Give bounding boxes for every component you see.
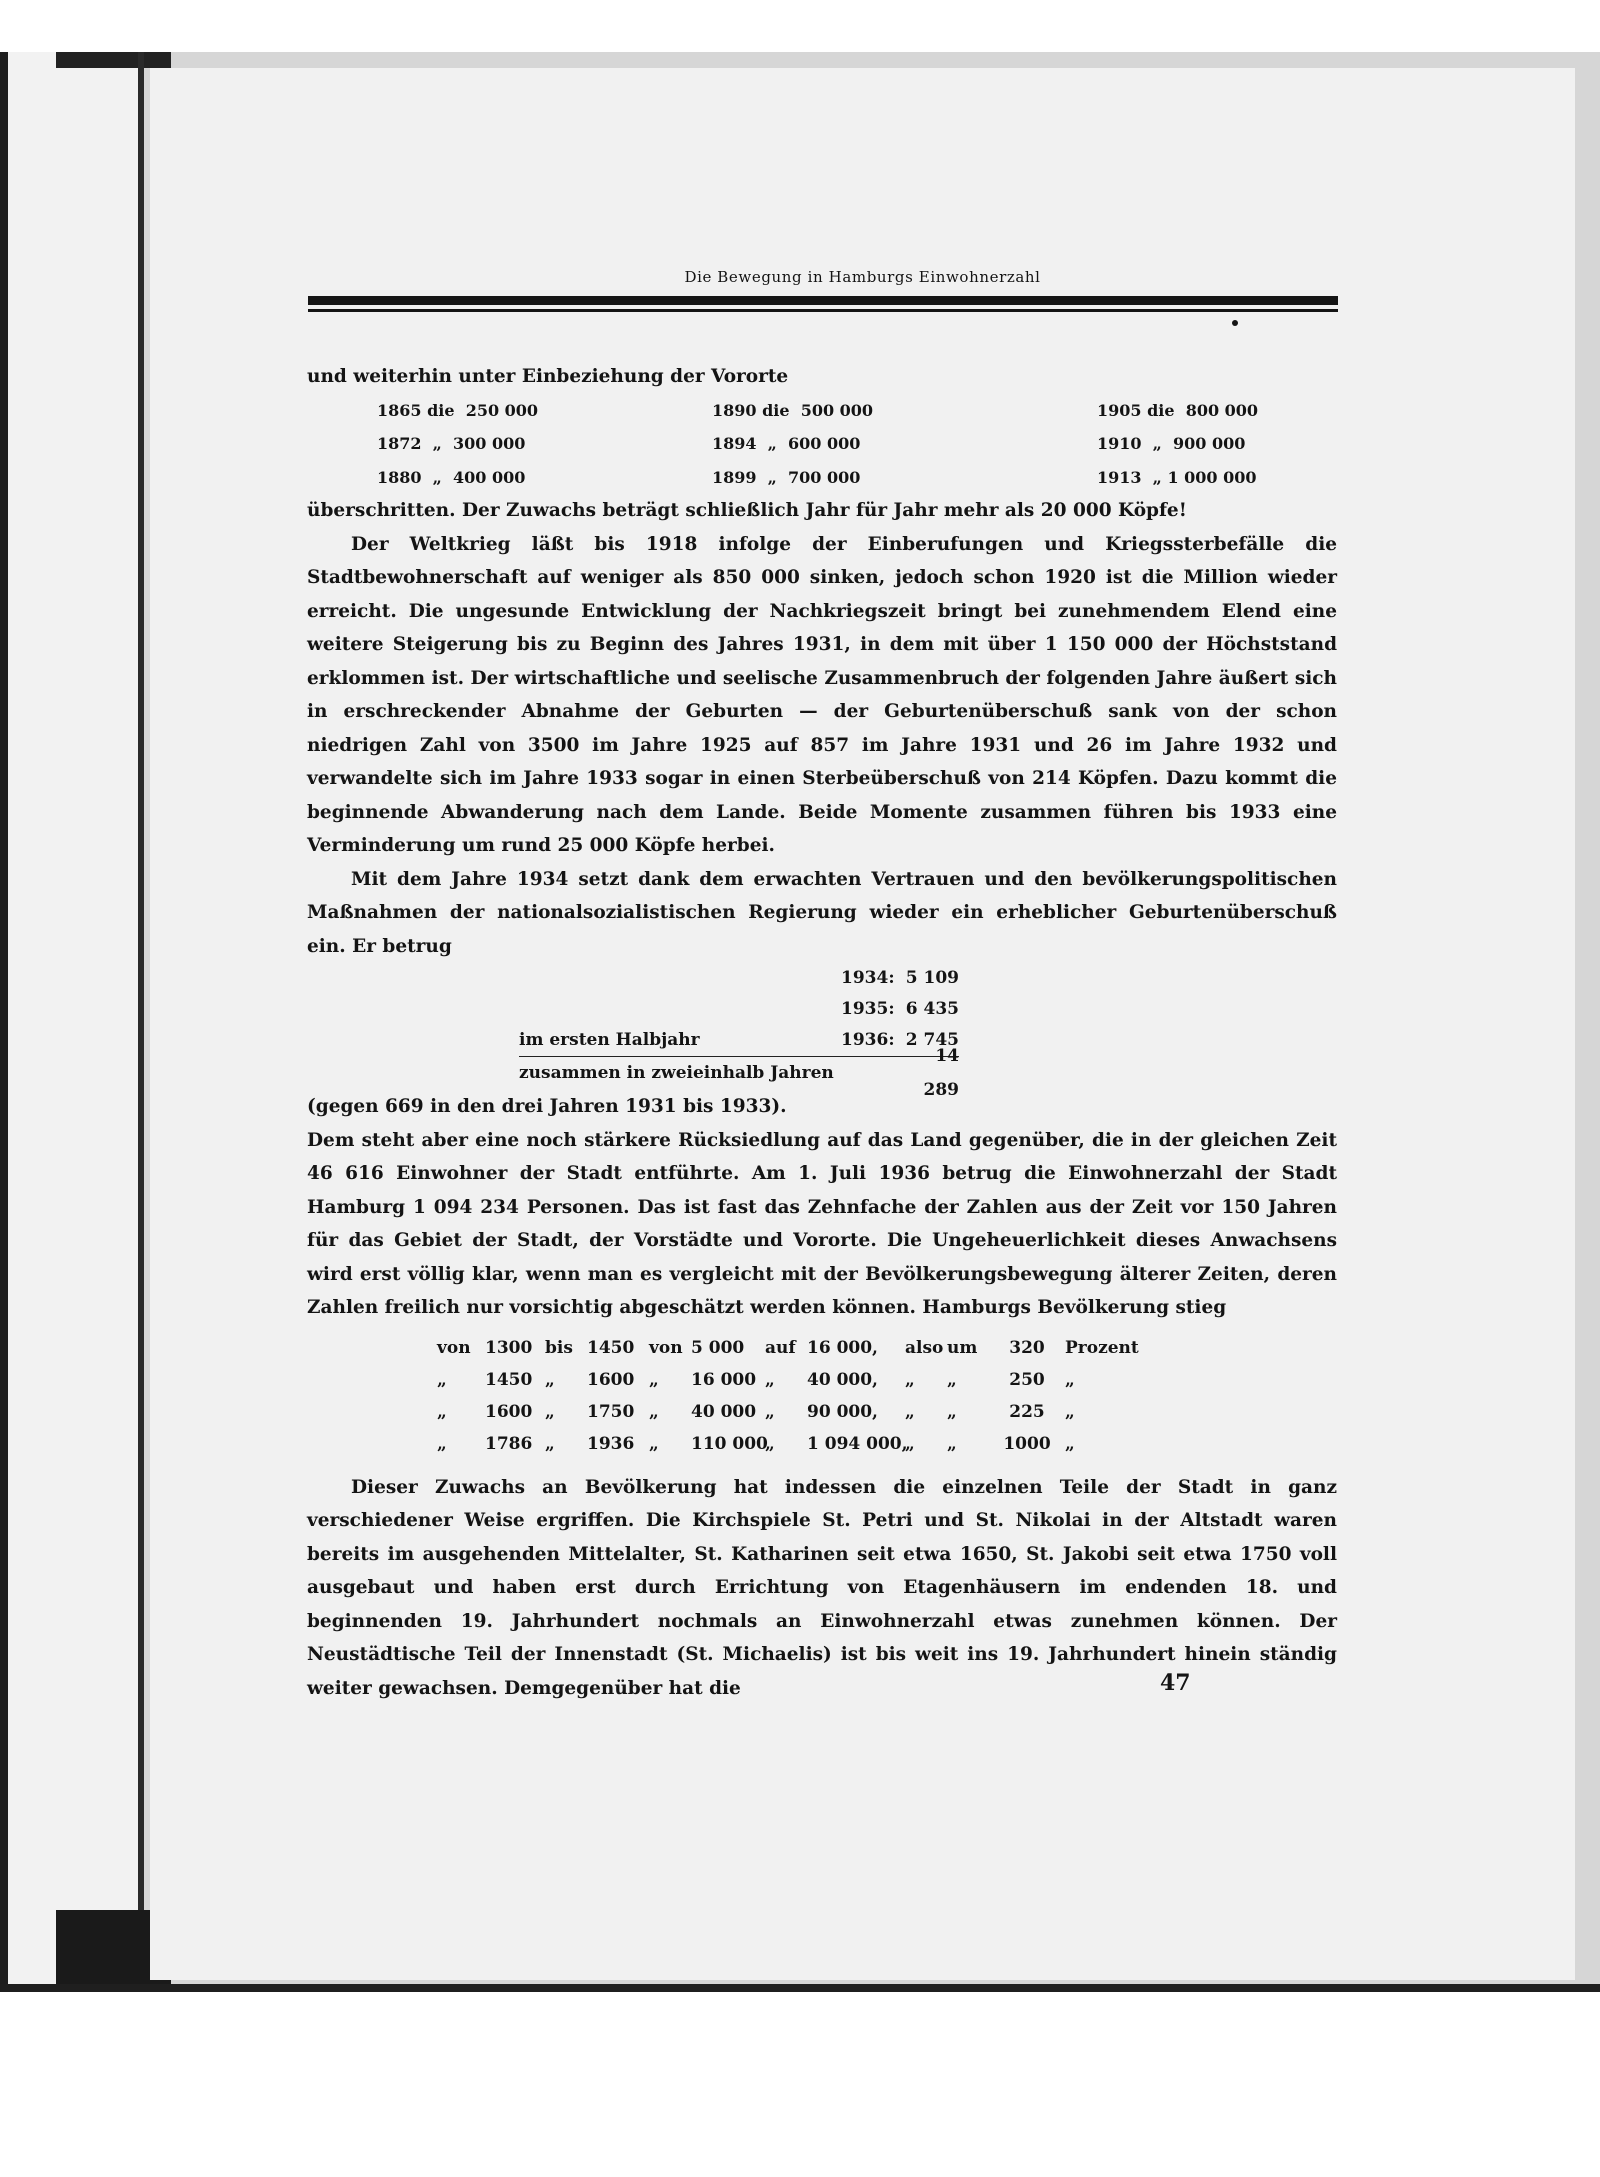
year-grid-cell: 1910 „ 900 000 bbox=[1097, 434, 1246, 453]
year-grid-cell: 1913 „ 1 000 000 bbox=[1097, 467, 1257, 487]
population-row bbox=[437, 1429, 1337, 1461]
body-text bbox=[307, 360, 1337, 1705]
population-cell: 1000 bbox=[1003, 1433, 1051, 1454]
population-row bbox=[437, 1397, 1337, 1429]
header-rule-thick bbox=[308, 296, 1338, 305]
population-cell: bis bbox=[545, 1337, 573, 1358]
paragraphs-section-b bbox=[307, 1090, 1337, 1325]
population-cell: 1750 bbox=[587, 1401, 635, 1422]
population-cell: 320 bbox=[1009, 1337, 1045, 1358]
scan-bottom-edge bbox=[0, 1984, 1600, 1992]
population-year-grid bbox=[377, 394, 1337, 495]
population-cell: „ bbox=[649, 1433, 659, 1454]
population-cell: 250 bbox=[1009, 1369, 1045, 1390]
header-rule-thin bbox=[308, 309, 1338, 312]
birth-row bbox=[519, 963, 959, 994]
population-cell: „ bbox=[765, 1369, 775, 1390]
year-grid-cell: 1899 „ 700 000 bbox=[712, 467, 861, 487]
birth-year-cell: 1934: bbox=[841, 967, 895, 988]
birth-total-label: zusammen in zweieinhalb Jahren bbox=[519, 1062, 834, 1083]
paragraph: überschritten. Der Zuwachs beträgt schließlich Jahr für Jahr mehr als 20 000 Köpfe! bbox=[307, 500, 1187, 521]
historical-population-table bbox=[437, 1333, 1337, 1461]
year-grid-cell: 1905 die 800 000 bbox=[1097, 400, 1259, 420]
population-cell: „ bbox=[545, 1401, 555, 1422]
birth-row bbox=[519, 994, 959, 1025]
population-cell: „ bbox=[905, 1369, 915, 1390]
population-row bbox=[437, 1365, 1337, 1397]
population-cell: 16 000 bbox=[691, 1369, 757, 1390]
population-cell: „ bbox=[649, 1369, 659, 1390]
birth-year-cell: 1935: bbox=[841, 998, 895, 1019]
paragraphs-section-a bbox=[307, 494, 1337, 963]
birth-val-cell: 6 435 bbox=[905, 998, 959, 1019]
population-cell: 1 094 000, bbox=[807, 1433, 908, 1454]
population-row bbox=[437, 1333, 1337, 1365]
population-cell: „ bbox=[437, 1401, 447, 1422]
population-cell: „ bbox=[1065, 1433, 1075, 1454]
paragraph: Mit dem Jahre 1934 setzt dank dem erwachten Vertrauen und den bevölkerungspolitischen Maßnahmen der nationalsozialistischen Regierung wieder ein erheblicher Geburtenüberschuß ein. Er betrug bbox=[307, 868, 1337, 957]
population-cell: 110 000 bbox=[691, 1433, 768, 1454]
population-cell: „ bbox=[905, 1401, 915, 1422]
book-cover-band bbox=[8, 52, 138, 1992]
margin-dot bbox=[1232, 320, 1238, 326]
book-cover-edge bbox=[138, 52, 144, 1992]
population-cell: 1600 bbox=[587, 1369, 635, 1390]
population-cell: 1936 bbox=[587, 1433, 635, 1454]
scan-left-edge bbox=[0, 52, 8, 1992]
population-cell: „ bbox=[437, 1433, 447, 1454]
population-cell: 1450 bbox=[587, 1337, 635, 1358]
paragraph: Dem steht aber eine noch stärkere Rücksiedlung auf das Land gegenüber, die in der gleichen Zeit 46 616 Einwohner der Stadt entführte. Am 1. Juli 1936 betrug die Einwohnerzahl der Stadt Hamburg 1 094 234 Personen. Das ist fast das Zehnfache der Zahlen aus der Zeit vor 150 Jahren für das Gebiet der Stadt, der Vorstädte und Vororte. Die Ungeheuerlichkeit dieses Anwachsens wird erst völlig klar, wenn man es vergleicht mit der Bevölkerungsbewegung älterer Zeiten, deren Zahlen freilich nur vorsichtig abgeschätzt werden können. Hamburgs Bevölkerung stieg bbox=[307, 1129, 1337, 1318]
population-cell: „ bbox=[905, 1433, 915, 1454]
population-cell: „ bbox=[649, 1401, 659, 1422]
birth-total-value: 14 289 bbox=[923, 1046, 959, 1100]
population-cell: 40 000 bbox=[691, 1401, 757, 1422]
population-cell: „ bbox=[765, 1401, 775, 1422]
birth-val-cell: 5 109 bbox=[905, 967, 959, 988]
birth-row bbox=[519, 1025, 959, 1057]
running-head: Die Bewegung in Hamburgs Einwohnerzahl bbox=[684, 268, 1041, 286]
population-cell: 90 000, bbox=[807, 1401, 878, 1422]
population-cell: 1450 bbox=[485, 1369, 533, 1390]
book-page bbox=[150, 68, 1575, 1980]
population-cell: 1786 bbox=[485, 1433, 533, 1454]
birth-total-row bbox=[519, 1046, 959, 1100]
intro-line: und weiterhin unter Einbeziehung der Vororte bbox=[307, 366, 789, 387]
population-cell: von bbox=[437, 1337, 471, 1358]
paragraph: Der Weltkrieg läßt bis 1918 infolge der Einberufungen und Kriegssterbefälle die Stadtbewohnerschaft auf weniger als 850 000 sinken, jedoch schon 1920 ist die Million wieder erreicht. Die ungesunde Entwicklung der Nachkriegszeit bringt bei zunehmendem Elend eine weitere Steigerung bis zu Beginn des Jahres 1931, in dem mit über 1 150 000 der Höchststand erklommen ist. Der wirtschaftliche und seelische Zusammenbruch der folgenden Jahre äußert sich in erschreckender Abnahme der Geburten — der Geburtenüberschuß sank von der schon niedrigen Zahl von 3500 im Jahre 1925 auf 857 im Jahre 1931 und 26 im Jahre 1932 und verwandelte sich im Jahre 1933 sogar in einen Sterbeüberschuß von 214 Köpfen. Dazu kommt die beginnende Abwanderung nach dem Lande. Beide Momente zusammen führen bis 1933 eine Verminderung um rund 25 000 Köpfe herbei. bbox=[307, 533, 1337, 856]
year-grid-cell: 1880 „ 400 000 bbox=[377, 467, 526, 487]
paragraph: (gegen 669 in den drei Jahren 1931 bis 1933). bbox=[307, 1096, 787, 1117]
population-cell: 1600 bbox=[485, 1401, 533, 1422]
population-cell: „ bbox=[947, 1433, 957, 1454]
population-cell: von bbox=[649, 1337, 683, 1358]
population-cell: „ bbox=[545, 1433, 555, 1454]
population-cell: 1300 bbox=[485, 1337, 533, 1358]
book-cover-top-strip bbox=[56, 52, 171, 68]
population-cell: also bbox=[905, 1337, 944, 1358]
population-cell: 16 000, bbox=[807, 1337, 878, 1358]
year-grid-cell: 1865 die 250 000 bbox=[377, 400, 539, 420]
population-cell: „ bbox=[1065, 1401, 1075, 1422]
population-cell: „ bbox=[765, 1433, 775, 1454]
birth-val-cell: 2 745 bbox=[905, 1029, 959, 1050]
birth-surplus-table bbox=[519, 963, 959, 1100]
population-cell: „ bbox=[1065, 1369, 1075, 1390]
population-cell: „ bbox=[437, 1369, 447, 1390]
population-cell: 5 000 bbox=[691, 1337, 745, 1358]
population-cell: um bbox=[947, 1337, 978, 1358]
population-cell: 40 000, bbox=[807, 1369, 878, 1390]
year-grid-cell: 1872 „ 300 000 bbox=[377, 434, 526, 453]
population-cell: „ bbox=[947, 1401, 957, 1422]
page-number: 47 bbox=[1160, 1670, 1191, 1696]
population-cell: auf bbox=[765, 1337, 796, 1358]
paragraph: Dieser Zuwachs an Bevölkerung hat indessen die einzelnen Teile der Stadt in ganz verschiedener Weise ergriffen. Die Kirchspiele St. Petri und St. Nikolai in der Altstadt waren bereits im ausgehenden Mittelalter, St. Katharinen seit etwa 1650, St. Jakobi seit etwa 1750 voll ausgebaut und haben erst durch Errichtung von Etagenhäusern im endenden 18. und beginnenden 19. Jahrhundert nochmals an Einwohnerzahl etwas zunehmen können. Der Neustädtische Teil der Innenstadt (St. Michaelis) ist bis weit ins 19. Jahrhundert hinein ständig weiter gewachsen. Demgegenüber hat die bbox=[307, 1476, 1337, 1699]
population-cell: 225 bbox=[1009, 1401, 1045, 1422]
population-cell: „ bbox=[947, 1369, 957, 1390]
year-grid-cell: 1890 die 500 000 bbox=[712, 400, 874, 420]
year-grid-cell: 1894 „ 600 000 bbox=[712, 434, 861, 453]
population-cell: Prozent bbox=[1065, 1337, 1139, 1358]
population-cell: „ bbox=[545, 1369, 555, 1390]
birth-label-cell: im ersten Halbjahr bbox=[519, 1029, 700, 1050]
birth-year-cell: 1936: bbox=[841, 1029, 895, 1050]
